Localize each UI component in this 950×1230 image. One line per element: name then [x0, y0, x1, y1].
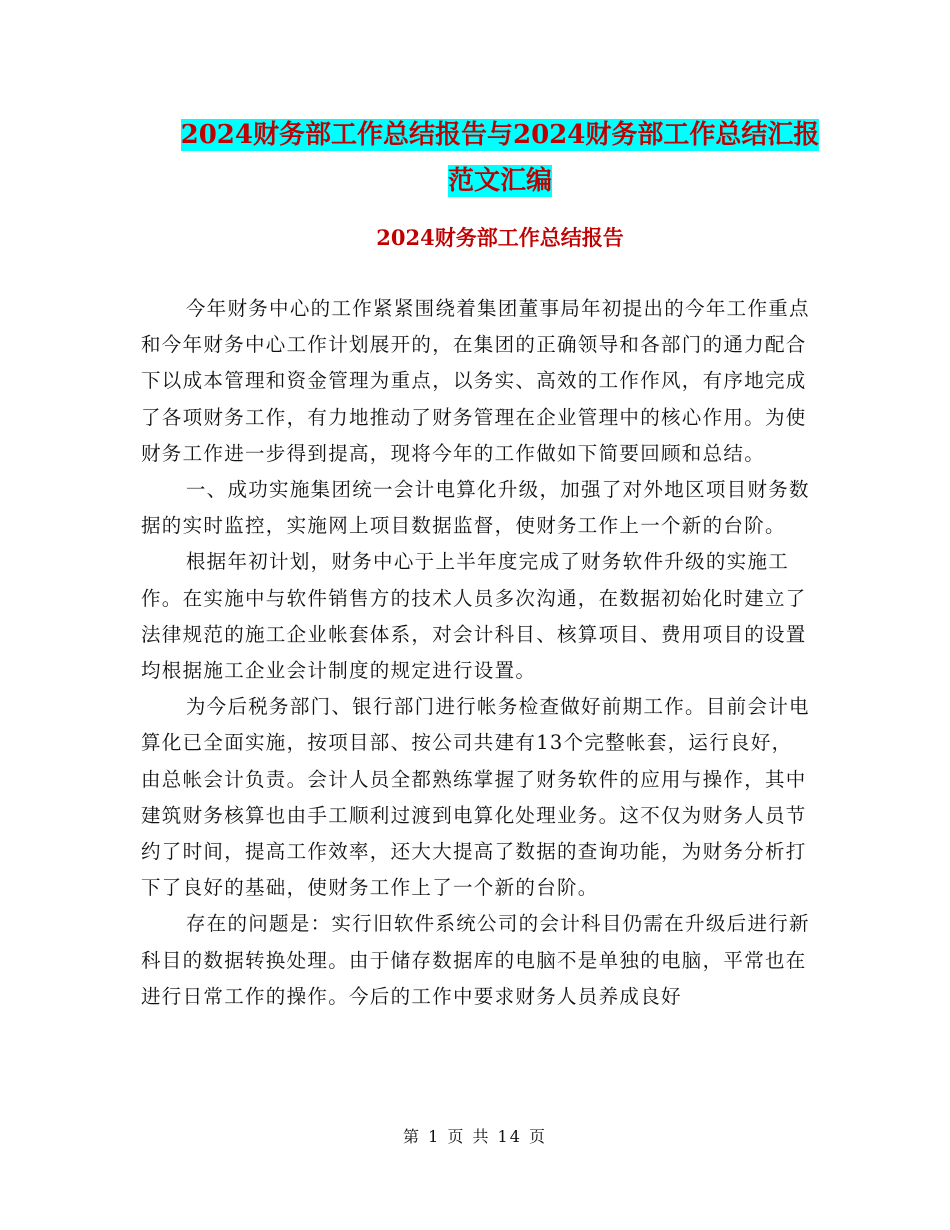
title-line-2: 范文汇编 [447, 166, 552, 196]
paragraph-intro: 今年财务中心的工作紧紧围绕着集团董事局年初提出的今年工作重点和今年财务中心工作计划展开的，在集团的正确领导和各部门的通力配合下以成本管理和资金管理为重点，以务实、高效的工作作风，有序地完成了各项财务工作，有力地推动了财务管理在企业管理中的核心作用。为使财务工作进一步得到提高，现将今年的工作做如下简要回顾和总结。 [141, 297, 810, 465]
paragraph-software-upgrade: 根据年初计划，财务中心于上半年度完成了财务软件升级的实施工作。在实施中与软件销售方的技术人员多次沟通，在数据初始化时建立了法律规范的施工企业帐套体系，对会计科目、核算项目、费用项目的设置均根据施工企业会计制度的规定进行设置。 [141, 550, 807, 683]
title-line-1: 2024财务部工作总结报告与2024财务部工作总结汇报 [180, 120, 820, 150]
section-title: 2024财务部工作总结报告 [376, 225, 624, 250]
paragraph-section-1-heading: 一、成功实施集团统一会计电算化升级，加强了对外地区项目财务数据的实时监控，实施网上项目数据监督，使财务工作上一个新的台阶。 [141, 478, 810, 538]
paragraph-problems: 存在的问题是：实行旧软件系统公司的会计科目仍需在升级后进行新科目的数据转换处理。由于储存数据库的电脑不是单独的电脑，平常也在进行日常工作的操作。今后的工作中要求财务人员养成良好 [141, 912, 810, 1008]
paragraph-tax-audit-prep: 为今后税务部门、银行部门进行帐务检查做好前期工作。目前会计电算化已全面实施，按项目部、按公司共建有13个完整帐套，运行良好，由总帐会计负责。会计人员全都熟练掌握了财务软件的应用与操作，其中建筑财务核算也由手工顺利过渡到电算化处理业务。这不仅为财务人员节约了时间，提高工作效率，还大大提高了数据的查询功能，为财务分析打下了良好的基础，使财务工作上了一个新的台阶。 [141, 695, 810, 900]
page-footer: 第 1 页 共 14 页 [403, 1127, 547, 1146]
document-body [141, 291, 811, 1015]
document-title [140, 112, 860, 204]
